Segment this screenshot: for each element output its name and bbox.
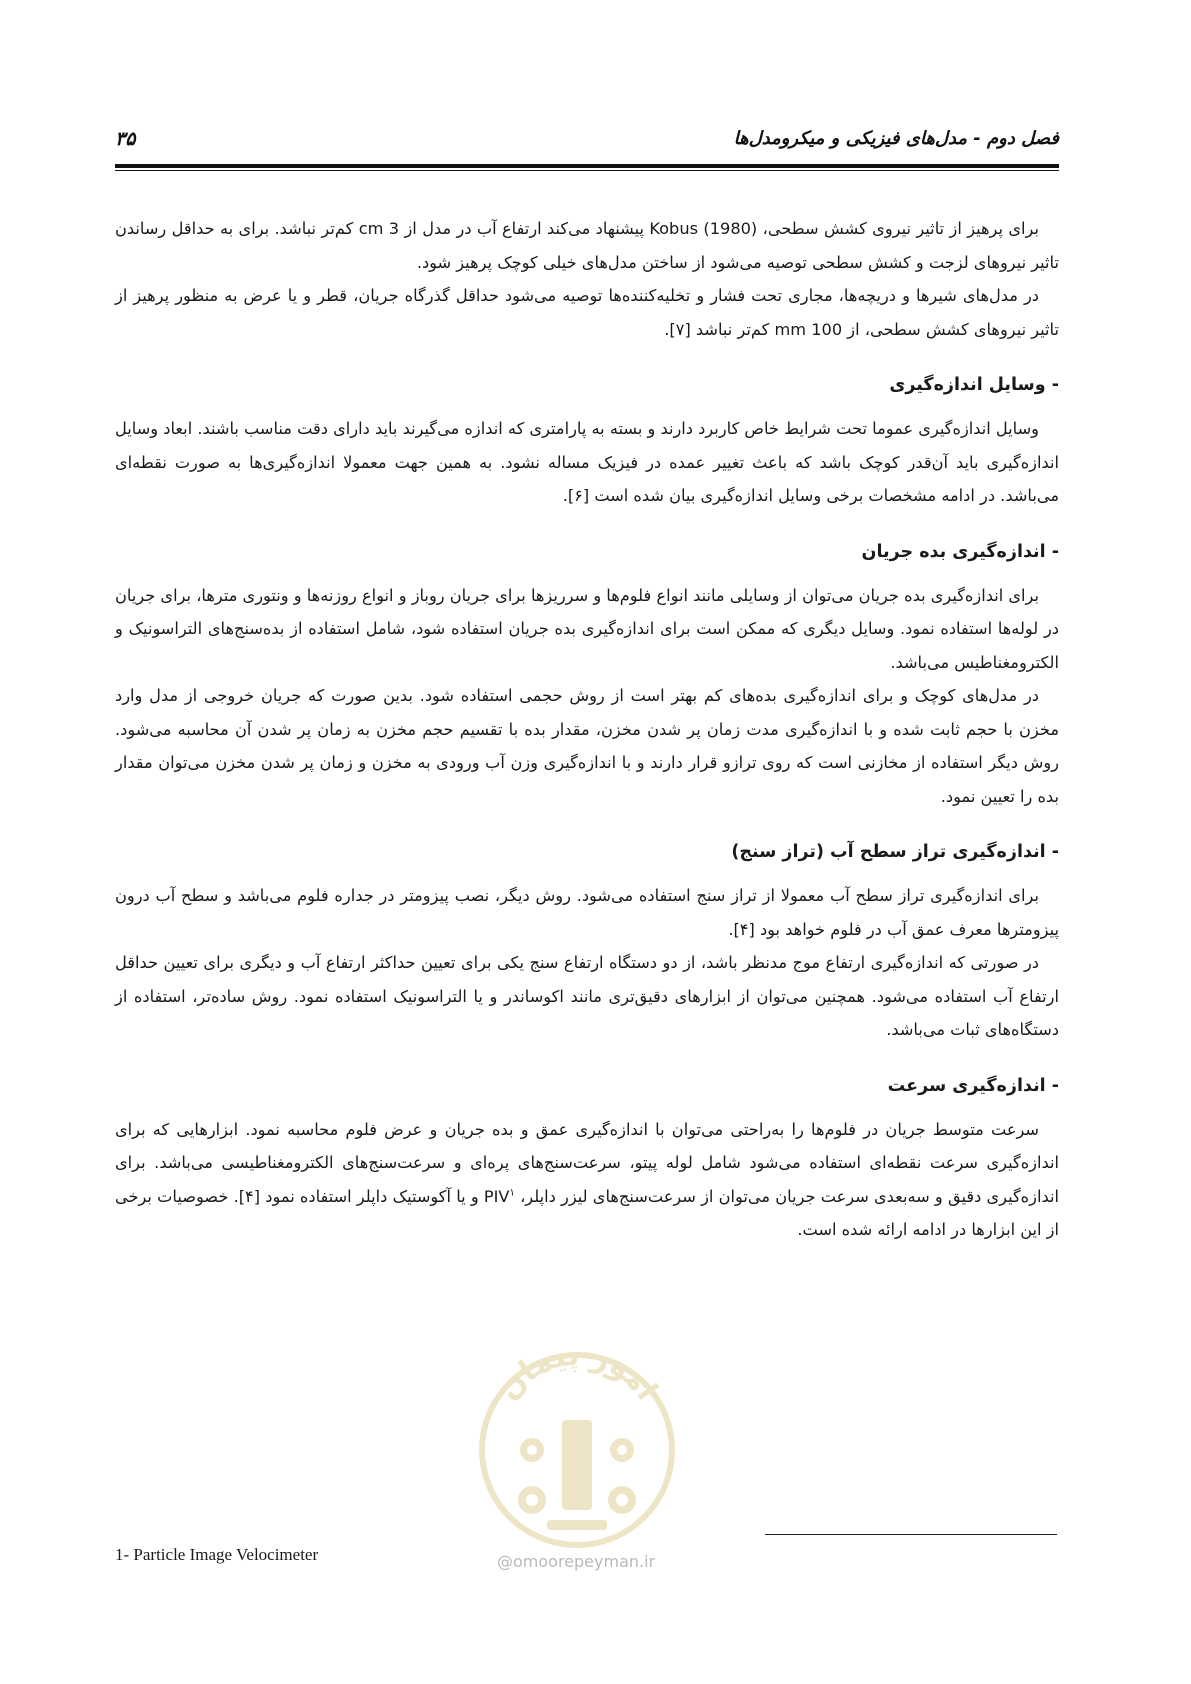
watermark-url: @omoorepeyman.ir [497, 1552, 656, 1571]
footnote: 1- Particle Image Velocimeter [115, 1545, 319, 1564]
section-heading: - اندازه‌گیری بده جریان [861, 541, 1059, 562]
svg-text:امور پیمان: امور پیمان [490, 1337, 665, 1407]
watermark-seal-icon [462, 1325, 692, 1555]
chapter-title: فصل دوم - مدل‌های فیزیکی و میکرومدل‌ها [733, 128, 1059, 149]
footnote-marker: ۱ [509, 1187, 515, 1199]
paragraph: در مدل‌های کوچک و برای اندازه‌گیری بده‌های کم بهتر است از روش حجمی استفاده شود. بدین صورت که جریان خروجی از مدل وارد مخزن با حجم ثابت شده و با اندازه‌گیری مدت زمان پر شدن مخزن، مقدار بده با تقسیم حجم مخزن به زمان پر شدن آن محاسبه می‌شود. روش دیگر استفاده از مخازنی است که روی ترازو قرار دارند و با اندازه‌گیری وزن آب ورودی به مخزن و زمان پر شدن مخزن می‌توان مقدار بده را تعیین نمود. [115, 686, 1059, 806]
paragraph-text: و یا آکوستیک داپلر استفاده نمود [۴]. خصوصیات برخی از این ابزارها در ادامه ارائه شده است. [115, 1186, 1059, 1239]
paragraph-text: سرعت متوسط جریان در فلوم‌ها را به‌راحتی می‌توان با اندازه‌گیری عمق و بده جریان و عرض فلوم محاسبه نمود. ابزارهایی که برای اندازه‌گیری سرعت نقطه‌ای استفاده می‌شود شامل لوله پیتو، سرعت‌سنج‌های پره‌ای و سرعت‌سنج‌های الکترومغناطیسی می‌باشد. برای اندازه‌گیری دقیق و سه‌بعدی سرعت جریان می‌توان از سرعت‌سنج‌های لیزر داپلر، PIV [115, 1119, 1059, 1206]
section-heading: - اندازه‌گیری سرعت [887, 1075, 1059, 1096]
paragraph: برای پرهیز از تاثیر نیروی کشش سطحی، Kobus (1980) پیشنهاد می‌کند ارتفاع آب در مدل از 3 cm کم‌تر نباشد. برای به حداقل رساندن تاثیر نیروهای لزجت و کشش سطحی توصیه می‌شود از ساختن مدل‌های خیلی کوچک پرهیز شود. [115, 219, 1059, 272]
section-heading: - اندازه‌گیری تراز سطح آب (تراز سنج) [731, 842, 1059, 862]
watermark-logo [462, 1325, 692, 1555]
page-number: ۳۵ [115, 128, 136, 150]
section-heading: - وسایل اندازه‌گیری [889, 375, 1059, 395]
header-rule [115, 164, 1059, 168]
paragraph: در مدل‌های شیرها و دریچه‌ها، مجاری تحت فشار و تخلیه‌کننده‌ها توصیه می‌شود حداقل گذرگاه جریان، قطر و یا عرض به منظور پرهیز از تاثیر نیروهای کشش سطحی، از 100 mm کم‌تر نباشد [۷]. [115, 286, 1059, 339]
paragraph [115, 1113, 1059, 1247]
footnote-rule [765, 1534, 1057, 1535]
running-header [115, 126, 1059, 166]
body-text [115, 212, 1059, 1247]
paragraph: وسایل اندازه‌گیری عموما تحت شرایط خاص کاربرد دارند و بسته به پارامتری که اندازه می‌گیرند باید دارای دقت مناسب باشند. ابعاد وسایل اندازه‌گیری باید آن‌قدر کوچک باشد که باعث تغییر عمده در فیزیک مساله نشود. به همین جهت معمولا اندازه‌گیری‌ها به صورت نقطه‌ای می‌باشد. در ادامه مشخصات برخی وسایل اندازه‌گیری بیان شده است [۶]. [115, 419, 1059, 505]
header-rule-thin [115, 170, 1059, 171]
paragraph: برای اندازه‌گیری بده جریان می‌توان از وسایلی مانند انواع فلوم‌ها و سرریزها برای جریان روباز و انواع روزنه‌ها و ونتوری مترها، برای جریان در لوله‌ها استفاده نمود. وسایل دیگری که ممکن است برای اندازه‌گیری بده جریان استفاده شود، شامل استفاده از بده‌سنج‌های التراسونیک و الکترومغناطیس می‌باشد. [115, 585, 1059, 672]
paragraph: در صورتی که اندازه‌گیری ارتفاع موج مدنظر باشد، از دو دستگاه ارتفاع سنج یکی برای تعیین حداکثر ارتفاع آب و دیگری برای تعیین حداقل ارتفاع آب استفاده می‌شود. همچنین می‌توان از ابزارهای دقیق‌تری مانند اکوساندر و یا التراسونیک استفاده نمود. روش ساده‌تر، استفاده از دستگاه‌های ثبات می‌باشد. [115, 953, 1059, 1039]
paragraph: برای اندازه‌گیری تراز سطح آب معمولا از تراز سنج استفاده می‌شود. روش دیگر، نصب پیزومتر در جداره فلوم می‌باشد و سطح آب درون پیزومترها معرف عمق آب در فلوم خواهد بود [۴]. [115, 886, 1059, 939]
